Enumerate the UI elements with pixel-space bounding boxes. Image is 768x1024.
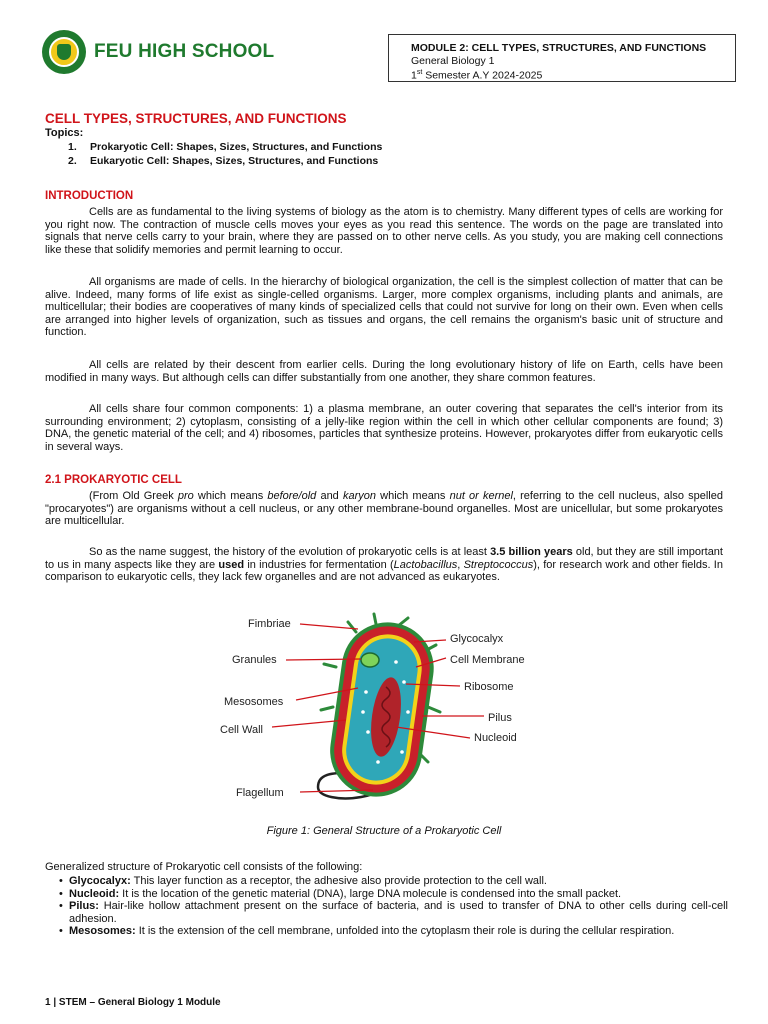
label-mesosomes: Mesosomes bbox=[224, 696, 284, 708]
topic-item: 2. Eukaryotic Cell: Shapes, Sizes, Structures, and Functions bbox=[68, 155, 379, 167]
school-name: FEU HIGH SCHOOL bbox=[94, 41, 275, 62]
prokaryotic-heading: 2.1 PROKARYOTIC CELL bbox=[45, 474, 182, 486]
intro-paragraph-2: All organisms are made of cells. In the hierarchy of biological organization, the cell is the simplest collection of matter that can be alive. Indeed, many forms of life exist as single-celled organisms. Larger, more complex organisms, including plants and animals, are multicellular; their bodies are cooperatives of many kinds of specialized cells that could not survive for long on their own. Even when cells are arranged into higher levels of organization, such as tissues and organs, the cell remains the organism's basic unit of structure and function. bbox=[45, 276, 723, 339]
intro-paragraph-4: All cells share four common components: 1) a plasma membrane, an outer covering that separates the cell's interior from its surrounding environment; 2) cytoplasm, consisting of a jelly-like region within the cell in which other cellular components are found; 3) DNA, the genetic material of the cell; and 4) ribosomes, particles that synthesize proteins. However, prokaryotes differ from eukaryotic cells in several ways. bbox=[45, 403, 723, 453]
granule-shape bbox=[361, 653, 379, 667]
label-glycocalyx: Glycocalyx bbox=[450, 633, 504, 645]
figure-caption: Figure 1: General Structure of a Prokaryotic Cell bbox=[266, 825, 502, 837]
module-title: MODULE 2: CELL TYPES, STRUCTURES, AND FUNCTIONS bbox=[411, 42, 707, 54]
school-logo bbox=[42, 30, 274, 74]
list-item: • Glycocalyx: This layer function as a receptor, the adhesive also provide protection to the cell wall. bbox=[59, 875, 547, 887]
topics-list bbox=[68, 140, 382, 168]
label-granules: Granules bbox=[232, 654, 277, 666]
label-fimbriae: Fimbriae bbox=[248, 618, 291, 630]
list-item: • Pilus: Hair-like hollow attachment present on the surface of bacteria, and is used to transfer of DNA to other cells during cell-cell adhesion. bbox=[59, 900, 728, 925]
intro-paragraph-1: Cells are as fundamental to the living systems of biology as the atom is to chemistry. Many different types of cells are working for you right now. The contraction of muscle cells moves your eyes as you read this sentence. The words on the page are translated into signals that nerve cells carry to your brain, where they are passed on to other nerve cells. As you study, you are making cell connections like these that solidify memories and permit learning to occur. bbox=[45, 206, 723, 256]
module-info-box bbox=[388, 34, 736, 82]
topics-label: Topics: bbox=[45, 127, 84, 139]
prokaryotic-cell-diagram bbox=[218, 612, 548, 810]
page-footer: 1 | STEM – General Biology 1 Module bbox=[45, 997, 221, 1008]
label-cell-wall: Cell Wall bbox=[220, 724, 263, 736]
label-pilus: Pilus bbox=[488, 712, 512, 724]
semester: 1st Semester A.Y 2024-2025 bbox=[411, 69, 543, 82]
topic-item: 1. Prokaryotic Cell: Shapes, Sizes, Structures, and Functions bbox=[68, 141, 383, 153]
label-ribosome: Ribosome bbox=[464, 681, 514, 693]
structure-intro: Generalized structure of Prokaryotic cell consists of the following: bbox=[45, 861, 363, 873]
structure-list bbox=[45, 875, 728, 938]
label-nucleoid: Nucleoid bbox=[474, 732, 517, 744]
prokaryotic-paragraph-1: (From Old Greek pro which means before/old and karyon which means nut or kernel, referring to the cell nucleus, also spelled "procaryotes") are organisms without a cell nucleus, or any other membrane-bound organelles. Most are unicellular, but some prokaryotes are multicellular. bbox=[45, 490, 723, 528]
prokaryotic-paragraph-2: So as the name suggest, the history of the evolution of prokaryotic cells is at least 3.5 billion years old, but they are still important to us in many aspects like they are used in industries for fermentation (Lactobacillus, Streptococcus), for research work and other fields. In comparison to eukaryotic cells, they lack few organelles and are not advanced as eukaryotes. bbox=[45, 546, 723, 584]
label-cell-membrane: Cell Membrane bbox=[450, 654, 525, 666]
label-flagellum: Flagellum bbox=[236, 787, 284, 799]
course-name: General Biology 1 bbox=[411, 54, 495, 67]
page-title: CELL TYPES, STRUCTURES, AND FUNCTIONS bbox=[45, 111, 347, 126]
list-item: • Mesosomes: It is the extension of the cell membrane, unfolded into the cytoplasm their role is during the cellular respiration. bbox=[59, 925, 675, 938]
list-item: • Nucleoid: It is the location of the genetic material (DNA), large DNA molecule is condensed into the small packet. bbox=[59, 887, 622, 900]
intro-heading: INTRODUCTION bbox=[45, 190, 134, 202]
intro-paragraph-3: All cells are related by their descent from earlier cells. During the long evolutionary history of life on Earth, cells have been modified in many ways. But although cells can differ substantially from one another, they share common features. bbox=[45, 359, 723, 384]
school-seal-icon bbox=[42, 30, 86, 74]
